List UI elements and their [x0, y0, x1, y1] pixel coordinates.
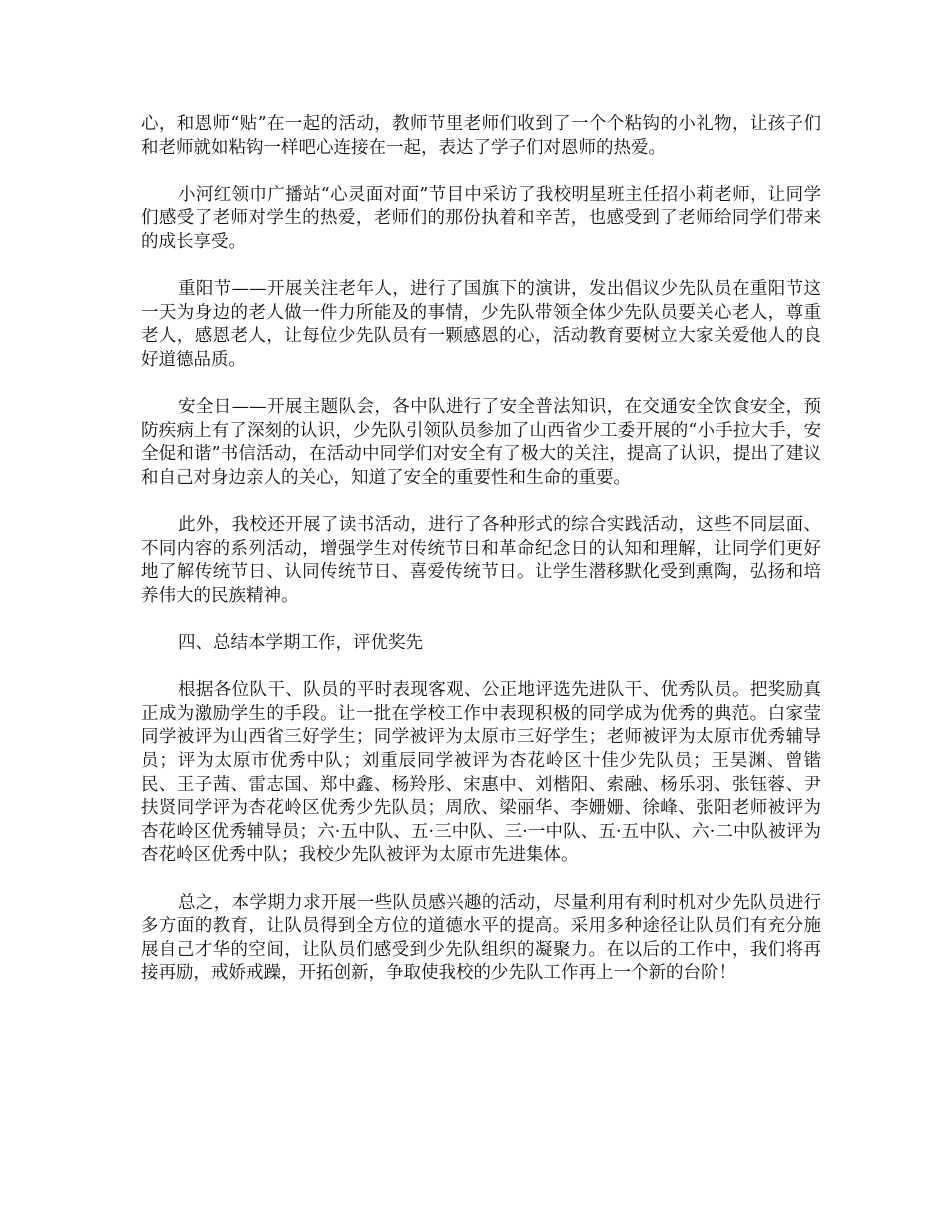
paragraph-radio-station: 小河红领巾广播站“心灵面对面”节目中采访了我校明星班主任招小莉老师，让同学们感受了老师对学生的热爱，老师们的那份执着和辛苦，也感受到了老师给同学们带来的成长享受。 — [141, 184, 821, 252]
paragraph-double-ninth-festival: 重阳节——开展关注老年人，进行了国旗下的演讲，发出倡议少先队员在重阳节这一天为身边的老人做一件力所能及的事情，少先队带领全体少先队员要关心老人，尊重老人，感恩老人，让每位少先队员有一颗感恩的心，活动教育要树立大家关爱他人的良好道德品质。 — [141, 279, 821, 370]
paragraph-reading-activities: 此外，我校还开展了读书活动，进行了各种形式的综合实践活动，这些不同层面、不同内容的系列活动，增强学生对传统节日和革命纪念日的认知和理解，让同学们更好地了解传统节日、认同传统节日、喜爱传统节日。让学生潜移默化受到熏陶，弘扬和培养伟大的民族精神。 — [141, 515, 821, 606]
paragraph-conclusion: 总之，本学期力求开展一些队员感兴趣的活动，尽量利用有利时机对少先队员进行多方面的教育，让队员得到全方位的道德水平的提高。采用多种途径让队员们有充分施展自己才华的空间，让队员们感受到少先队组织的凝聚力。在以后的工作中，我们将再接再励，戒娇戒躁，开拓创新，争取使我校的少先队工作再上一个新的台阶！ — [141, 892, 821, 984]
paragraph-safety-day: 安全日——开展主题队会，各中队进行了安全普法知识，在交通安全饮食安全，预防疾病上有了深刻的认识，少先队引领队员参加了山西省少工委开展的“小手拉大手，安全促和谐”书信活动，在活动中同学们对安全有了极大的关注，提高了认识，提出了建议和自己对身边亲人的关心，知道了安全的重要性和生命的重要。 — [141, 397, 821, 488]
paragraph-teachers-day-continuation: 心，和恩师“贴”在一起的活动，教师节里老师们收到了一个个粘钩的小礼物，让孩子们和老师就如粘钩一样吧心连接在一起，表达了学子们对恩师的热爱。 — [141, 114, 821, 158]
paragraph-awards-list: 根据各位队干、队员的平时表现客观、公正地评选先进队干、优秀队员。把奖励真正成为激励学生的手段。让一批在学校工作中表现积极的同学成为优秀的典范。白家莹同学被评为山西省三好学生；同学被评为太原市三好学生；老师被评为太原市优秀辅导员；评为太原市优秀中队；刘重辰同学被评为杏花岭区十佳少先队员；王昊渊、曾锴民、王子茜、雷志国、郑中鑫、杨羚彤、宋惠中、刘楷阳、索融、杨乐羽、张钰蓉、尹扶贤同学评为杏花岭区优秀少先队员；周欣、梁丽华、李姗姗、徐峰、张阳老师被评为杏花岭区优秀辅导员；六·五中队、五·三中队、三·一中队、五·五中队、六·二中队被评为杏花岭区优秀中队；我校少先队被评为太原市先进集体。 — [141, 680, 821, 866]
section-heading-awards: 四、总结本学期工作，评优奖先 — [178, 633, 423, 654]
document-body — [141, 113, 821, 986]
